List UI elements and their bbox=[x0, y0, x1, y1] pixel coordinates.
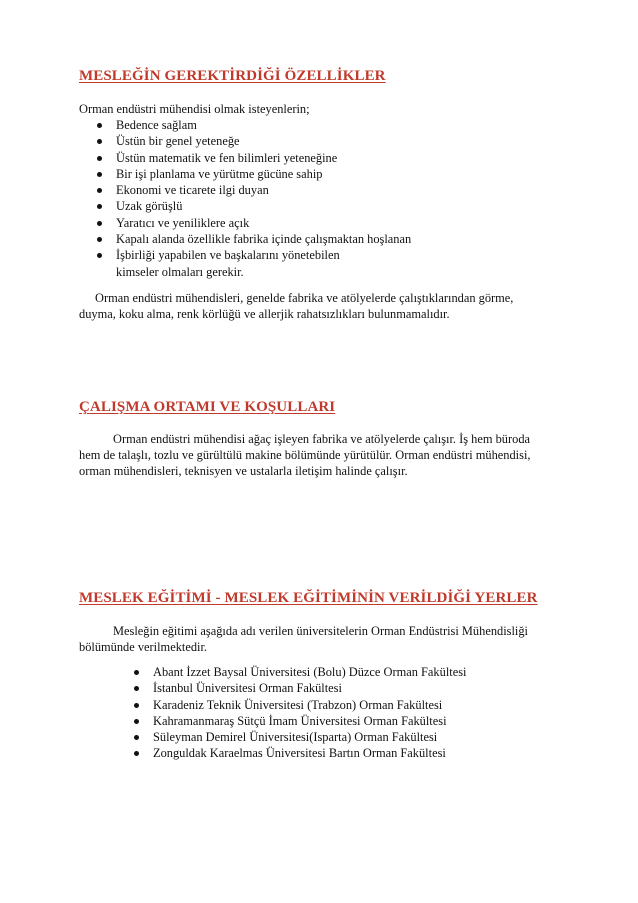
section-title-education: MESLEK EĞİTİMİ - MESLEK EĞİTİMİNİN VERİLDİĞİ YERLER bbox=[79, 590, 538, 606]
bullet-icon bbox=[97, 172, 102, 177]
section-title-work-environment: ÇALIŞMA ORTAMI VE KOŞULLARI bbox=[79, 399, 336, 415]
work-environment-line: Orman endüstri mühendisi ağaç işleyen fabrika ve atölyelerde çalışır. İş hem büroda bbox=[113, 432, 531, 446]
bullet-icon bbox=[134, 686, 139, 691]
bullet-icon bbox=[134, 719, 139, 724]
bullet-icon bbox=[134, 670, 139, 675]
education-line: bölümünde verilmektedir. bbox=[79, 640, 208, 654]
education-line: Mesleğin eğitimi aşağıda adı verilen üniversitelerin Orman Endüstrisi Mühendisliği bbox=[113, 624, 529, 638]
bullet-icon bbox=[97, 188, 102, 193]
bullet-icon bbox=[134, 703, 139, 708]
section-title-qualifications: MESLEĞİN GEREKTİRDİĞİ ÖZELLİKLER bbox=[79, 68, 386, 84]
bullet-icon bbox=[97, 156, 102, 161]
qualifications-paragraph-line: Orman endüstri mühendisleri, genelde fabrika ve atölyelerde çalıştıklarından görme, bbox=[95, 291, 514, 305]
bullet-icon bbox=[97, 139, 102, 144]
work-environment-line: orman mühendisleri, teknisyen ve ustalarla iletişim halinde çalışır. bbox=[79, 464, 408, 478]
qualifications-paragraph-line: duyma, koku alma, renk körlüğü ve allerjik rahatsızlıkları bulunmamalıdır. bbox=[79, 307, 450, 321]
section-intro: Orman endüstri mühendisi olmak isteyenlerin; bbox=[79, 102, 310, 116]
work-environment-line: hem de talaşlı, tozlu ve gürültülü makine bölümünde yürütülür. Orman endüstri mühendisi, bbox=[79, 448, 531, 462]
bullet-icon bbox=[97, 253, 102, 258]
bullet-icon bbox=[97, 221, 102, 226]
document-page: MESLEĞİN GEREKTİRDİĞİ ÖZELLİKLER Orman endüstri mühendisi olmak isteyenlerin; Bedence sağlam Üstün bir genel yeteneğe Üstün matematik ve fen bilimleri yeteneğine Bir işi planlama ve yürütme gücüne sahip Ekonomi ve ticarete ilgi duyan Uzak görüşlü Yaratıcı ve yeniliklere açık Kapalı alanda özellikle fabrika içinde çalışmaktan hoşlanan İşbirliği yapabilen ve başkalarını yönetebilen kimseler olmaları gerekir. Orman endüstri mühendisleri, genelde fabrika ve atölyelerde çalıştıklarından görme, duyma, koku alma, renk körlüğü ve allerjik rahatsızlıkları bulunmamalıdır. ÇALIŞMA ORTAMI VE KOŞULLARI Orman endüstri mühendisi ağaç işleyen fabrika ve atölyelerde çalışır. İş hem büroda hem de talaşlı, tozlu ve gürültülü makine bölümünde yürütülür. Orman endüstri mühendisi, orman mühendisleri, teknisyen ve ustalarla iletişim halinde çalışır. MESLEK EĞİTİMİ - MESLEK EĞİTİMİNİN VERİLDİĞİ YERLER Mesleğin eğitimi aşağıda adı verilen üniversitelerin Orman Endüstrisi Mühendisliği bölümünde verilmektedir. Abant İzzet Baysal Üniversitesi (Bolu) Düzce Orman Fakültesi İstanbul Üniversitesi Orman Fakültesi Karadeniz Teknik Üniversitesi (Trabzon) Orman Fakültesi Kahramanmaraş Sütçü İmam Üniversitesi Orman Fakültesi Süleyman Demirel Üniversitesi(Isparta) Orman Fakültesi Zonguldak Karaelmas Üniversitesi Bartın Orman Fakültesi bbox=[79, 68, 538, 761]
bullet-icon bbox=[134, 735, 139, 740]
bullet-icon bbox=[134, 751, 139, 756]
bullet-icon bbox=[97, 237, 102, 242]
bullet-icon bbox=[97, 204, 102, 209]
bullet-icon bbox=[97, 123, 102, 128]
